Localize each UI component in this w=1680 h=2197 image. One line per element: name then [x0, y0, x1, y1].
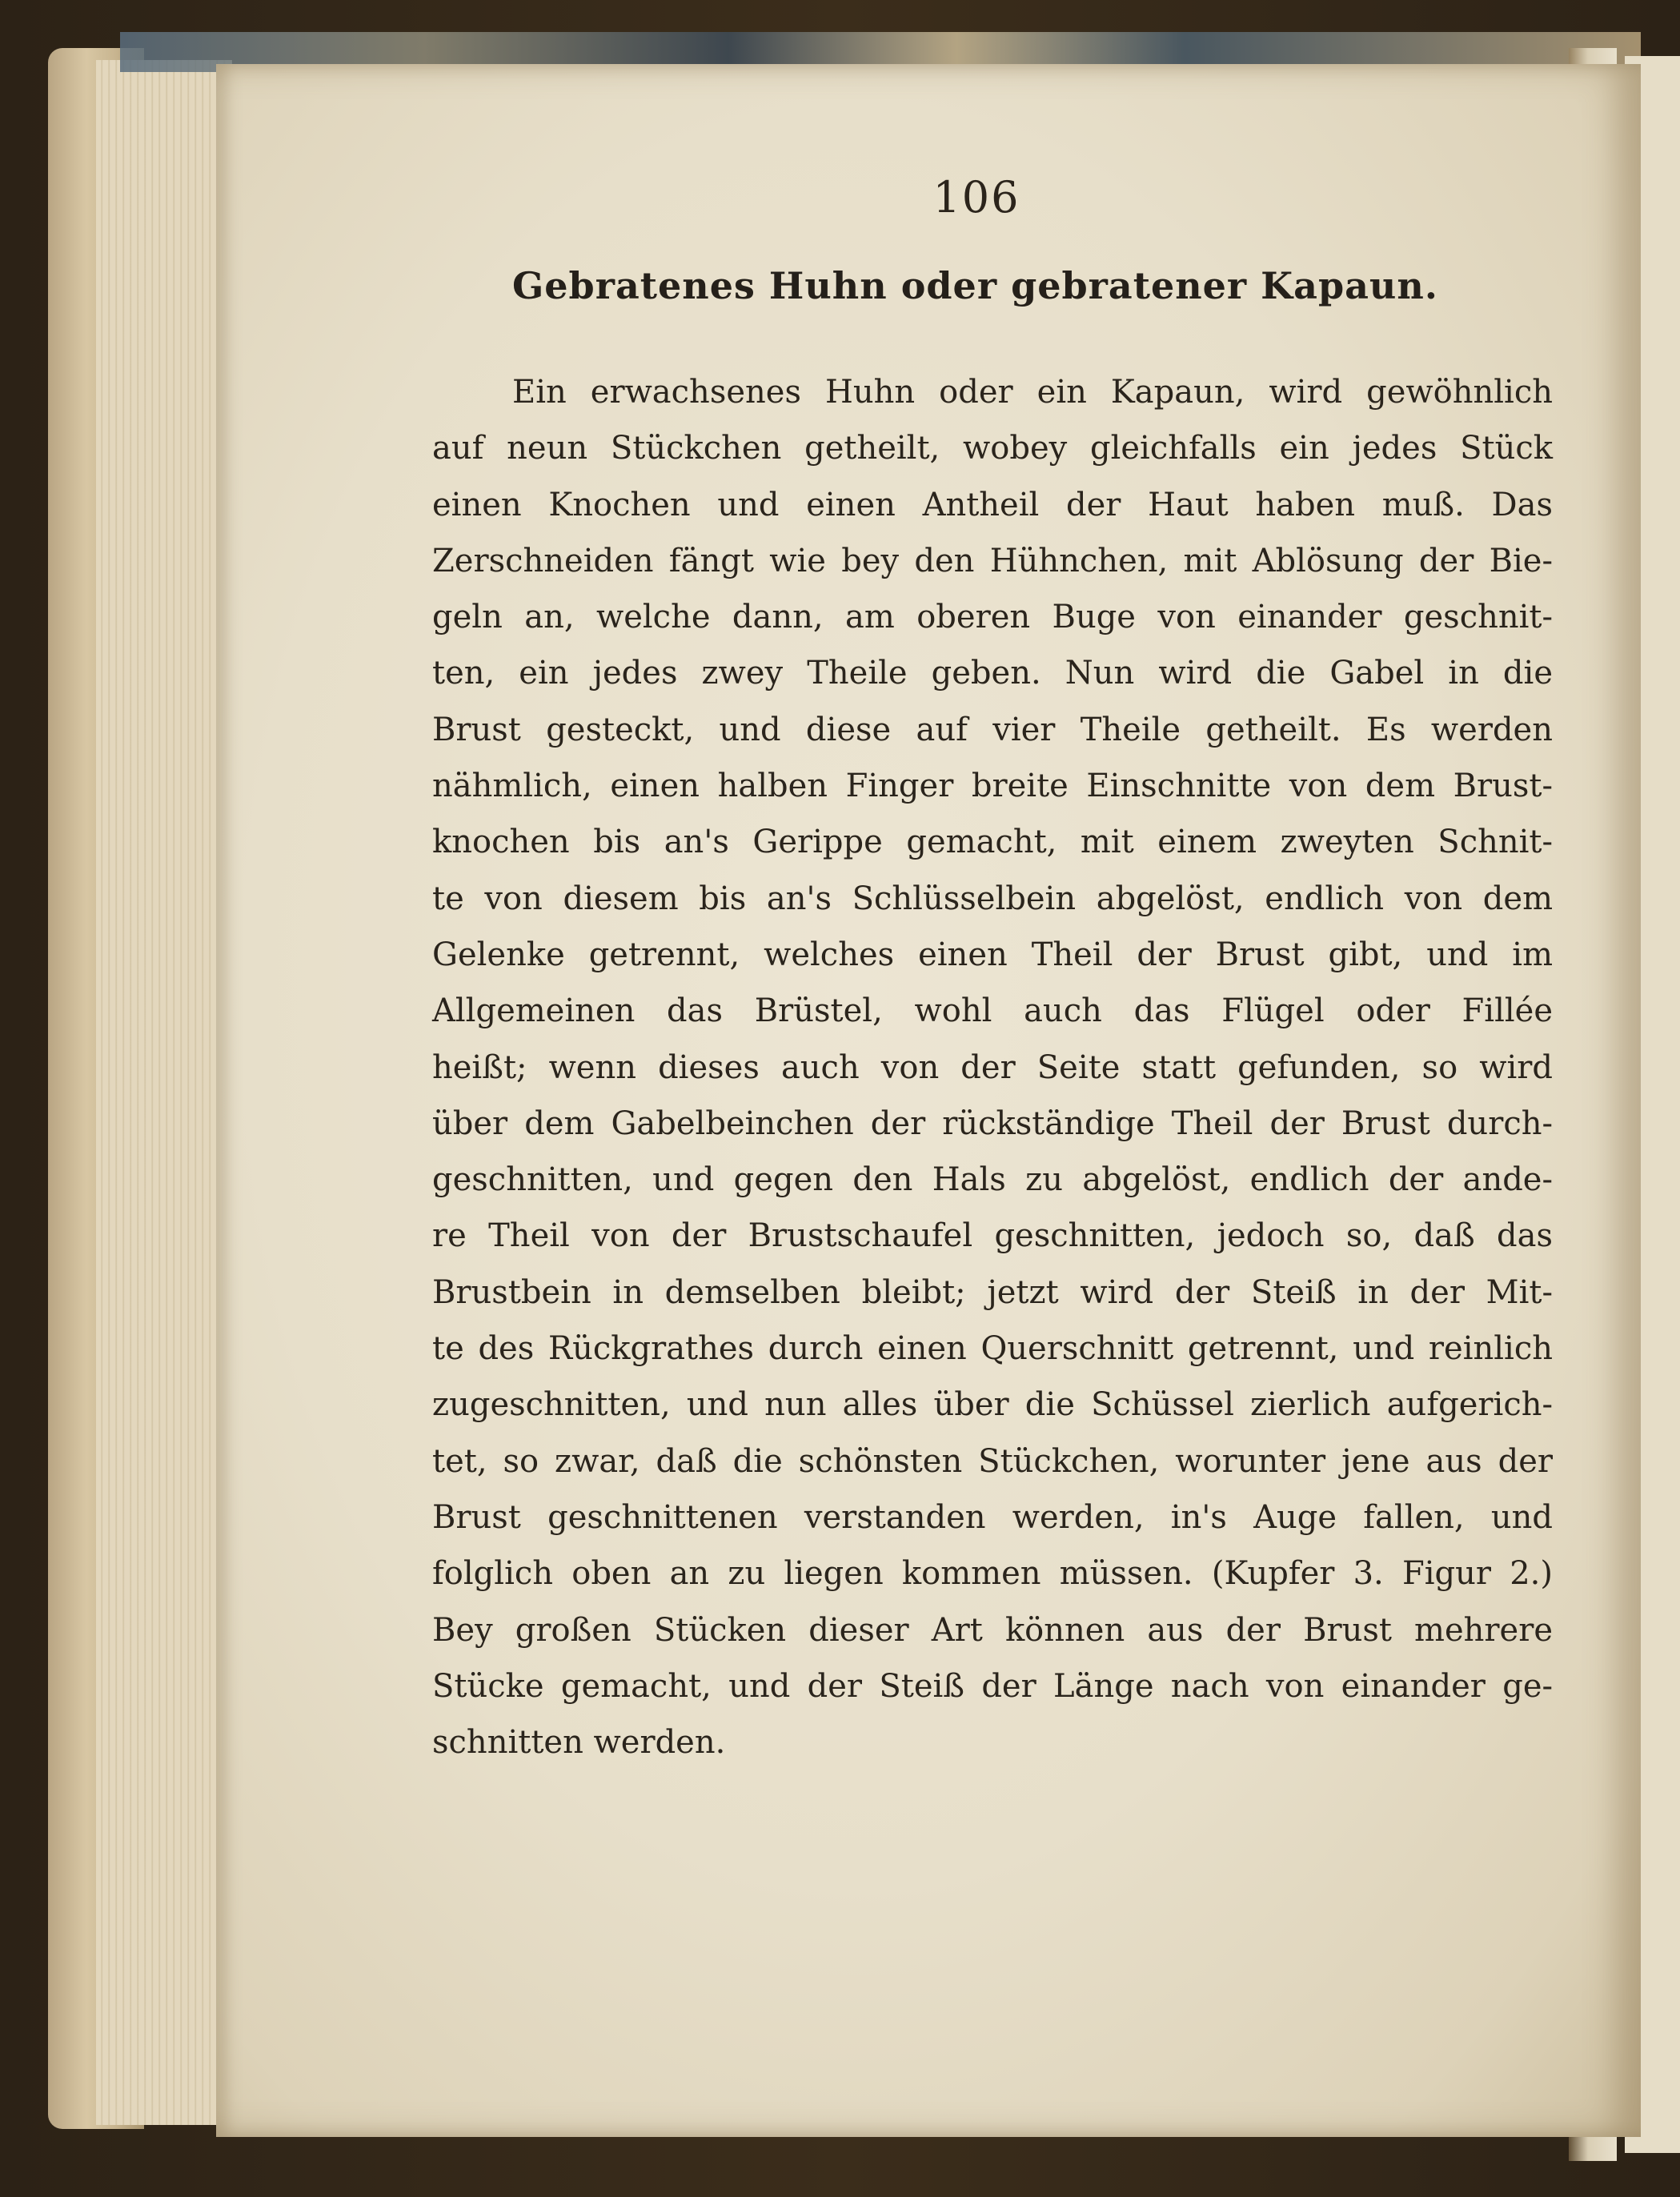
text-line: ten, ein jedes zwey Theile geben. Nun wird die Gabel in die: [432, 655, 1553, 692]
text-line: Brust gesteckt, und diese auf vier Theile getheilt. Es werden: [432, 711, 1553, 748]
text-line: geschnitten, und gegen den Hals zu abgelöst, endlich der ande-: [432, 1161, 1553, 1199]
text-line: Brustbein in demselben bleibt; jetzt wird der Steiß in der Mit-: [432, 1273, 1553, 1311]
text-line: über dem Gabelbeinchen der rückständige Theil der Brust durch-: [432, 1105, 1553, 1142]
text-line: zugeschnitten, und nun alles über die Schüssel zierlich aufgerich-: [432, 1386, 1553, 1424]
text-line: knochen bis an's Gerippe gemacht, mit einem zweyten Schnit-: [432, 824, 1553, 861]
text-line: re Theil von der Brustschaufel geschnitten, jedoch so, daß das: [432, 1217, 1553, 1255]
text-line: geln an, welche dann, am oberen Buge von einander geschnit-: [432, 599, 1553, 636]
text-line: tet, so zwar, daß die schönsten Stückchen, worunter jene aus der: [432, 1442, 1553, 1480]
text-line: te von diesem bis an's Schlüsselbein abgelöst, endlich von dem: [432, 880, 1553, 917]
text-line: Allgemeinen das Brüstel, wohl auch das Flügel oder Fillée: [432, 992, 1553, 1030]
text-line: Brust geschnittenen verstanden werden, in's Auge fallen, und: [432, 1498, 1553, 1536]
text-line: heißt; wenn dieses auch von der Seite statt gefunden, so wird: [432, 1048, 1553, 1086]
page-number: 106: [932, 172, 1020, 223]
recipe-heading: Gebratenes Huhn oder gebratener Kapaun.: [512, 264, 1438, 307]
text-line: Zerschneiden fängt wie bey den Hühnchen, mit Ablösung der Bie-: [432, 542, 1553, 579]
text-line: Bey großen Stücken dieser Art können aus der Brust mehrere: [432, 1611, 1553, 1649]
page-edges: [96, 60, 232, 2125]
text-line: Stücke gemacht, und der Steiß der Länge nach von einander ge-: [432, 1667, 1553, 1705]
text-line: folglich oben an zu liegen kommen müssen. (Kupfer 3. Figur 2.): [432, 1555, 1553, 1593]
text-line: auf neun Stückchen getheilt, wobey gleichfalls ein jedes Stück: [432, 430, 1553, 467]
text-line: nähmlich, einen halben Finger breite Einschnitte von dem Brust-: [432, 768, 1553, 805]
text-line: te des Rückgrathes durch einen Querschnitt getrennt, und reinlich: [432, 1330, 1553, 1368]
text-line: schnitten werden.: [432, 1724, 726, 1762]
body-paragraph: [432, 364, 1553, 1770]
text-line: Ein erwachsenes Huhn oder ein Kapaun, wird gewöhnlich: [512, 374, 1553, 411]
text-line: einen Knochen und einen Antheil der Haut haben muß. Das: [432, 486, 1553, 523]
text-line: Gelenke getrennt, welches einen Theil der Brust gibt, und im: [432, 936, 1553, 973]
